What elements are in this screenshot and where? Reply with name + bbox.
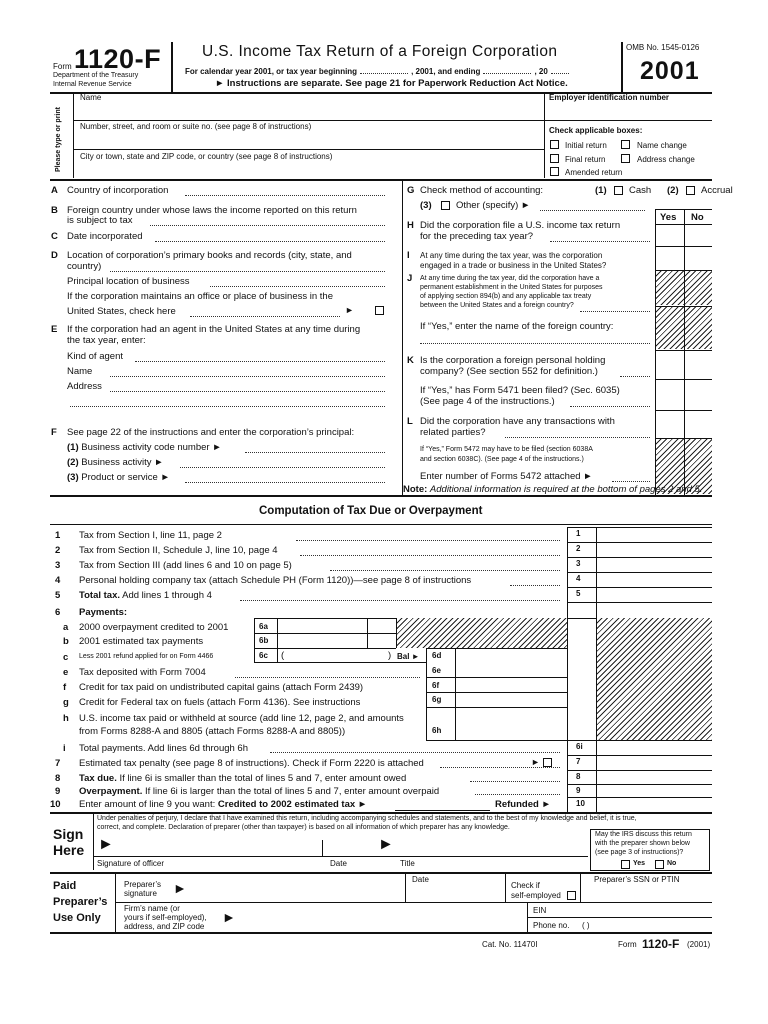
line-6h-text1: U.S. income tax paid or withheld at source (add line 12, page 2, and amounts (79, 713, 404, 724)
preparers-label: Preparer’s (53, 896, 108, 908)
line-6c-paren-close: ) (388, 650, 392, 661)
no-header: No (691, 212, 704, 223)
discuss-no-label: No (667, 860, 677, 867)
line-9-num: 9 (55, 786, 61, 797)
line-2-amount[interactable] (598, 543, 710, 555)
us-office-checkbox[interactable] (375, 306, 384, 315)
discuss-yes-checkbox[interactable] (621, 860, 630, 869)
line-4-text: Personal holding company tax (attach Schedule PH (Form 1120))—see page 8 of instructions (79, 575, 472, 586)
firm-ein-input[interactable] (555, 904, 710, 916)
question-j-text1: At any time during the tax year, did the corporation have a (420, 275, 600, 282)
us-office-text1: If the corporation maintains an office or place of business in the (67, 291, 333, 302)
line-1-amount[interactable] (598, 528, 710, 540)
preparer-signature-input[interactable] (190, 876, 400, 900)
question-d-letter: D (51, 250, 58, 261)
footer-form-year: (2001) (687, 940, 711, 949)
ein-label: Employer identification number (549, 93, 670, 102)
accrual-checkbox[interactable] (686, 186, 695, 195)
preparer-date-input[interactable] (412, 885, 500, 900)
firm-ein-label: EIN (533, 906, 547, 915)
l-form-5472-text2: and section 6038C). (See page 4 of the instructions.) (420, 456, 584, 463)
line-7-text: Estimated tax penalty (see page 8 of instructions). Check if Form 2220 is attached (79, 758, 424, 769)
phone-label: Phone no. (533, 921, 570, 930)
line-6f-amount[interactable] (456, 678, 566, 691)
question-e-text1: If the corporation had an agent in the United States at any time during (67, 324, 361, 335)
line-6c-letter: c (63, 652, 69, 663)
perjury-text1: Under penalties of perjury, I declare that I have examined this return, including accompanying schedules and statements, and to the best of my knowledge and belief, it is true, (97, 815, 637, 822)
note: Note: Additional information is required at the bottom of pages 2 and 5. (403, 484, 703, 495)
agent-address-input-2[interactable] (70, 406, 385, 407)
line-4-box: 4 (576, 574, 581, 583)
line-3-box: 3 (576, 559, 581, 568)
initial-return-label: Initial return (565, 141, 607, 150)
line-6e-box: 6e (432, 666, 441, 675)
other-num: (3) (420, 200, 432, 211)
phone-input[interactable]: ( ) (582, 921, 590, 930)
question-h-letter: H (407, 220, 414, 231)
calendar-line: For calendar year 2001, or tax year beginning , 2001, and ending , 20 (185, 67, 569, 76)
line-6g-letter: g (63, 697, 69, 708)
kind-of-agent-label: Kind of agent (67, 351, 123, 362)
credited-amount-input[interactable] (395, 797, 490, 811)
question-b-text1: Foreign country under whose laws the income reported on this return (67, 205, 357, 216)
line-5-amount[interactable] (598, 588, 710, 600)
other-method-input[interactable] (540, 210, 645, 211)
instructions-line: ► Instructions are separate. See page 21 for Paperwork Reduction Act Notice. (215, 78, 568, 89)
line-6e-amount[interactable] (456, 663, 566, 676)
line-6f-box: 6f (432, 681, 440, 690)
self-employed-checkbox[interactable] (567, 891, 576, 900)
preparer-sig-label2: signature (124, 889, 157, 898)
question-j-text4: between the United States and a foreign country? (420, 302, 574, 309)
discuss-yes-label: Yes (633, 860, 646, 867)
discuss-no-checkbox[interactable] (655, 860, 664, 869)
discuss-text3: (see page 3 of instructions)? (595, 849, 684, 856)
l-enter-number-label: Enter number of Forms 5472 attached ► (420, 471, 593, 482)
question-g-letter: G (407, 185, 415, 196)
computation-title: Computation of Tax Due or Overpayment (259, 505, 483, 517)
question-f-text: See page 22 of the instructions and enter the corporation’s principal: (67, 427, 355, 438)
question-a-text: Country of incorporation (67, 185, 169, 196)
line-2-text: Tax from Section II, Schedule J, line 10, page 4 (79, 545, 278, 556)
agent-address-label: Address (67, 381, 102, 392)
line-6i-text: Total payments. Add lines 6d through 6h (79, 743, 249, 754)
form-label: Form (53, 62, 72, 71)
question-j-letter: J (407, 273, 413, 284)
question-l-letter: L (407, 416, 413, 427)
h-no-cell[interactable] (685, 225, 712, 245)
line-3-text: Tax from Section III (add lines 6 and 10 on page 5) (79, 560, 292, 571)
paid-label: Paid (53, 880, 77, 892)
bal-label: Bal ► (397, 652, 420, 661)
product-service-input[interactable] (185, 482, 385, 483)
date-label: Date (330, 859, 347, 868)
line-6i-box: 6i (576, 742, 583, 751)
name-label: Name (80, 93, 102, 102)
h-yes-cell[interactable] (656, 225, 684, 245)
form-title: U.S. Income Tax Return of a Foreign Corporation (202, 43, 558, 60)
line-6b-box: 6b (259, 636, 269, 645)
line-4-num: 4 (55, 575, 61, 586)
kind-of-agent-input[interactable] (135, 361, 385, 362)
line-6g-box: 6g (432, 695, 442, 704)
question-d-text2: country) (67, 261, 102, 272)
line-6a-text: 2000 overpayment credited to 2001 (79, 622, 229, 633)
check-if-label1: Check if (511, 881, 540, 890)
line-8-text: Tax due. If line 6i is smaller than the total of lines 5 and 7, enter amount owed (79, 773, 407, 784)
cash-checkbox[interactable] (614, 186, 623, 195)
line-5-text: Total tax. Add lines 1 through 4 (79, 590, 212, 601)
street-input[interactable] (80, 132, 540, 146)
payments-label: Payments: (79, 607, 128, 618)
form-number: 1120-F (74, 44, 162, 74)
question-f-letter: F (51, 427, 57, 438)
preparer-ssn-label: Preparer’s SSN or PTIN (594, 875, 680, 884)
question-c-text: Date incorporated (67, 231, 143, 242)
line-6d-box: 6d (432, 651, 442, 660)
line-3-amount[interactable] (598, 558, 710, 570)
line-6b-text: 2001 estimated tax payments (79, 636, 204, 647)
question-i-text2: engaged in a trade or business in the United States? (420, 261, 607, 270)
line-10-num: 10 (50, 799, 61, 810)
address-change-checkbox[interactable] (621, 154, 630, 163)
product-service-label: (3) Product or service ► (67, 472, 170, 483)
address-change-label: Address change (637, 155, 695, 164)
omb-number: OMB No. 1545-0126 (626, 43, 700, 52)
firm-label1: Firm’s name (or (124, 904, 180, 913)
line-6c-text: Less 2001 refund applied for on Form 4466 (79, 653, 214, 660)
cat-number: Cat. No. 11470I (482, 940, 538, 949)
final-return-label: Final return (565, 155, 606, 164)
line-4-amount[interactable] (598, 573, 710, 585)
preparer-ssn-input[interactable] (586, 885, 710, 900)
name-change-label: Name change (637, 141, 687, 150)
agent-name-input[interactable] (110, 376, 385, 377)
line-1-text: Tax from Section I, line 11, page 2 (79, 530, 222, 541)
amended-return-checkbox[interactable] (550, 167, 559, 176)
line-6h-letter: h (63, 713, 69, 724)
line-6e-text: Tax deposited with Form 7004 (79, 667, 206, 678)
question-h-text2: for the preceding tax year? (420, 231, 534, 242)
question-g-text: Check method of accounting: (420, 185, 544, 196)
question-k-text1: Is the corporation a foreign personal holding (420, 355, 606, 366)
use-only-label: Use Only (53, 912, 101, 924)
accrual-num: (2) (667, 185, 679, 196)
other-method-label: Other (specify) ► (456, 200, 531, 211)
line-8-num: 8 (55, 773, 61, 784)
l-form-5472-text1: If “Yes,” Form 5472 may have to be filed (section 6038A (420, 446, 593, 453)
question-j-text3: of applying section 894(b) and any applicable tax treaty (420, 293, 592, 300)
question-c-letter: C (51, 231, 58, 242)
line-7-box: 7 (576, 757, 581, 766)
irs-label: Internal Revenue Service (53, 81, 132, 88)
cash-label: Cash (629, 185, 652, 196)
footer-form-number: 1120-F (642, 937, 680, 951)
line-5-num: 5 (55, 590, 61, 601)
line-6g-amount[interactable] (456, 693, 566, 706)
footer-form-label: Form (618, 940, 637, 949)
question-i-text1: At any time during the tax year, was the corporation (420, 251, 603, 260)
line-7-amount[interactable] (598, 756, 710, 768)
preparer-sig-label1: Preparer’s (124, 880, 162, 889)
refunded-label: Refunded ► (495, 799, 551, 810)
line-6-num: 6 (55, 607, 61, 618)
business-code-input[interactable] (245, 452, 385, 453)
question-i-letter: I (407, 250, 410, 261)
line-6d-amount[interactable] (456, 649, 566, 661)
line-2-box: 2 (576, 544, 581, 553)
date-incorporated-input[interactable] (155, 241, 385, 242)
question-b-text2: is subject to tax (67, 215, 133, 226)
business-activity-input[interactable] (180, 467, 385, 468)
line-8-box: 8 (576, 772, 581, 781)
city-input[interactable] (80, 162, 540, 176)
question-h-text1: Did the corporation file a U.S. income tax return (420, 220, 621, 231)
firm-name-input[interactable] (238, 904, 523, 930)
line-6h-text2: from Forms 8288-A and 8805 (attach Forms 8288-A and 8805)) (79, 726, 346, 737)
name-change-checkbox[interactable] (621, 140, 630, 149)
agent-address-input[interactable] (110, 391, 385, 392)
officer-signature-input[interactable] (112, 838, 322, 855)
line-9-box: 9 (576, 786, 581, 795)
line-6f-letter: f (63, 682, 67, 693)
line-6c-box: 6c (259, 651, 268, 660)
signature-officer-label: Signature of officer (97, 859, 165, 868)
question-a-letter: A (51, 185, 58, 196)
discuss-text1: May the IRS discuss this return (595, 831, 692, 838)
line-7-num: 7 (55, 758, 61, 769)
yes-header: Yes (660, 212, 677, 223)
line-6g-text: Credit for Federal tax on fuels (attach Form 4136). See instructions (79, 697, 361, 708)
check-boxes-label: Check applicable boxes: (549, 126, 643, 135)
question-b-letter: B (51, 205, 58, 216)
agent-name-label: Name (67, 366, 93, 377)
question-e-text2: the tax year, enter: (67, 335, 146, 346)
foreign-country-input[interactable] (150, 225, 385, 226)
question-l-text2: related parties? (420, 427, 486, 438)
officer-date-input[interactable] (326, 838, 376, 855)
forms-5472-count-input[interactable] (612, 481, 650, 482)
form-2220-checkbox[interactable] (543, 758, 552, 767)
line-6c-amount[interactable] (286, 649, 384, 661)
sign-label: Sign (53, 826, 84, 842)
dept-treasury: Department of the Treasury (53, 72, 139, 79)
city-label: City or town, state and ZIP code, or country (see page 8 of instructions) (80, 152, 333, 161)
question-d-text1: Location of corporation’s primary books and records (city, state, and (67, 250, 352, 261)
line-6f-text: Credit for tax paid on undistributed capital gains (attach Form 2439) (79, 682, 364, 693)
line-1-num: 1 (55, 530, 61, 541)
check-if-label2: self-employed (511, 891, 561, 900)
cash-num: (1) (595, 185, 607, 196)
line-9-text: Overpayment. If line 6i is larger than the total of lines 5 and 7, enter amount overpaid (79, 786, 440, 797)
j-country-label: If “Yes,” enter the name of the foreign country: (420, 321, 614, 332)
line-6a-amount[interactable] (278, 619, 366, 632)
line-6i-letter: i (63, 743, 66, 754)
country-incorporation-input[interactable] (185, 195, 385, 196)
line-10-text: Enter amount of line 9 you want: Credited to 2002 estimated tax ► (79, 799, 368, 810)
question-j-text2: permanent establishment in the United States for purposes (420, 284, 603, 291)
principal-location-input[interactable] (210, 286, 385, 287)
firm-label2: yours if self-employed), (124, 913, 207, 922)
k-form-5471-text2: (See page 4 of the instructions.) (420, 396, 555, 407)
name-input[interactable] (80, 103, 540, 119)
tax-year: 2001 (640, 57, 700, 85)
line-10-box: 10 (576, 799, 585, 808)
line-10-amount[interactable] (598, 798, 710, 810)
line-8-amount[interactable] (598, 771, 710, 783)
line-6h-amount[interactable] (456, 708, 566, 739)
principal-location-label: Principal location of business (67, 276, 190, 287)
business-activity-label: (2) Business activity ► (67, 457, 164, 468)
title-label: Title (400, 859, 415, 868)
please-type-label: Please type or print (55, 107, 62, 172)
line-6b-letter: b (63, 636, 69, 647)
officer-title-input[interactable] (396, 838, 581, 855)
perjury-text2: correct, and complete. Declaration of preparer (other than taxpayer) is based on all information of which preparer has any knowledge. (97, 824, 510, 831)
line-6h-box: 6h (432, 726, 442, 735)
line-6b-amount[interactable] (278, 634, 366, 647)
line-9-amount[interactable] (598, 785, 710, 797)
question-k-text2: company? (See section 552 for definition.) (420, 366, 598, 377)
line-6c-paren-open: ( (281, 650, 285, 661)
k-form-5471-text1: If “Yes,” has Form 5471 been filed? (Sec. 6035) (420, 385, 620, 396)
accrual-label: Accrual (701, 185, 733, 196)
question-l-text1: Did the corporation have any transactions with (420, 416, 615, 427)
line-6a-letter: a (63, 622, 69, 633)
firm-label3: address, and ZIP code (124, 922, 205, 931)
us-office-text2: United States, check here (67, 306, 176, 317)
line-6e-letter: e (63, 667, 69, 678)
line-6a-box: 6a (259, 622, 268, 631)
initial-return-checkbox[interactable] (550, 140, 559, 149)
books-location-input[interactable] (110, 271, 385, 272)
line-2-num: 2 (55, 545, 61, 556)
amended-return-label: Amended return (565, 168, 623, 177)
j-country-input[interactable] (420, 343, 650, 344)
business-code-label: (1) Business activity code number ► (67, 442, 222, 453)
line-5-box: 5 (576, 589, 581, 598)
line-3-num: 3 (55, 560, 61, 571)
ein-input[interactable] (549, 104, 709, 118)
here-label: Here (53, 842, 85, 858)
discuss-text2: with the preparer shown below (595, 840, 690, 847)
question-e-letter: E (51, 324, 58, 335)
other-method-checkbox[interactable] (441, 201, 450, 210)
line-1-box: 1 (576, 529, 581, 538)
street-label: Number, street, and room or suite no. (see page 8 of instructions) (80, 122, 312, 131)
question-k-letter: K (407, 355, 414, 366)
final-return-checkbox[interactable] (550, 154, 559, 163)
preparer-date-label: Date (412, 875, 429, 884)
line-6i-amount[interactable] (598, 741, 710, 753)
